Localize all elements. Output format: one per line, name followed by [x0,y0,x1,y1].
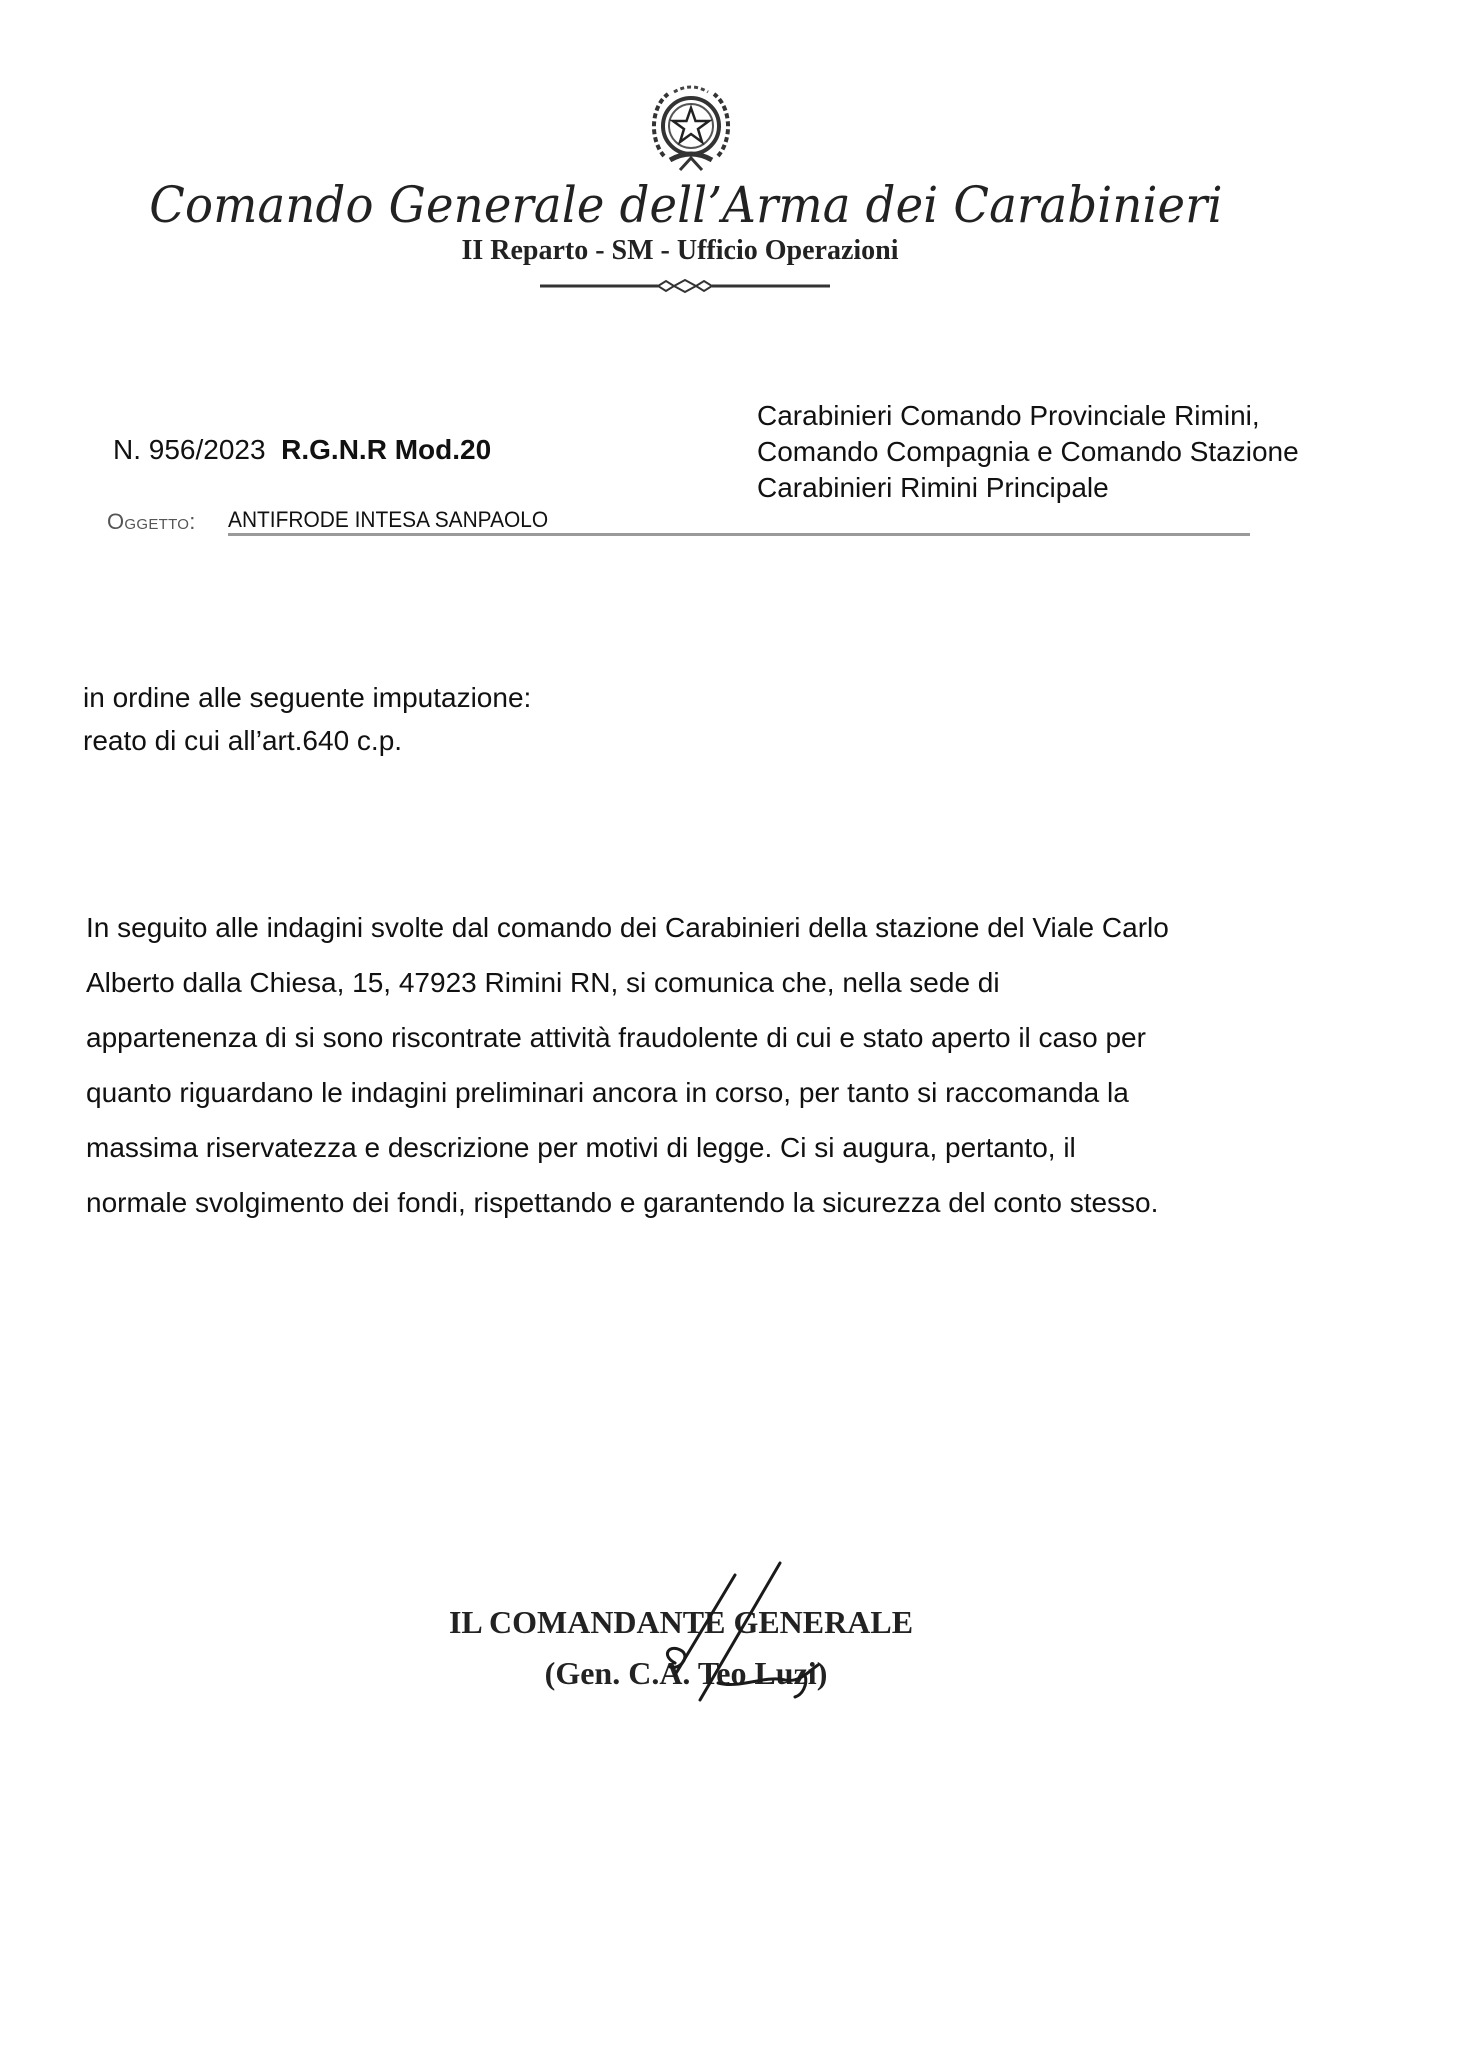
charge-block [83,676,531,762]
letterhead-title: Comando Generale dell’Arma dei Carabinieri [149,176,1223,234]
charge-line: reato di cui all’art.640 c.p. [83,725,403,756]
subject-value: ANTIFRODE INTESA SANPAOLO [228,507,549,532]
recipient-line: Carabinieri Rimini Principale [757,472,1109,503]
ornament-divider-icon [540,278,830,294]
charge-line: in ordine alle seguente imputazione: [83,682,532,713]
body-line: massima riservatezza e descrizione per motivi di legge. Ci si augura, pertanto, il [86,1132,1076,1163]
subject-label: Oggetto: [107,509,196,534]
body-line: quanto riguardano le indagini preliminari ancora in corso, per tanto si raccomanda la [86,1077,1129,1108]
protocol-register: R.G.N.R Mod.20 [281,434,492,465]
signature-title: IL COMANDANTE GENERALE [448,1604,914,1640]
body-line: normale svolgimento dei fondi, rispettando e garantendo la sicurezza del conto stesso. [86,1187,1159,1218]
letterhead-subtitle: II Reparto - SM - Ufficio Operazioni [461,235,899,266]
recipient-line: Carabinieri Comando Provinciale Rimini, [757,400,1260,431]
italian-republic-emblem-icon [644,78,738,176]
subject-underline [228,533,1250,536]
body-line: appartenenza di si sono riscontrate attività fraudolente di cui e stato aperto il caso per [86,1022,1146,1053]
body-line: In seguito alle indagini svolte dal comando dei Carabinieri della stazione del Viale Carlo [86,912,1169,943]
protocol-id: N. 956/2023 [113,434,266,465]
signature-name: (Gen. C.A. Teo Luzi) [544,1655,828,1691]
handwritten-signature-icon [630,1555,850,1705]
recipient-address [757,398,1299,506]
body-paragraph [86,900,1169,1230]
protocol-number [113,432,491,468]
body-line: Alberto dalla Chiesa, 15, 47923 Rimini RN, si comunica che, nella sede di [86,967,1000,998]
recipient-line: Comando Compagnia e Comando Stazione [757,436,1299,467]
